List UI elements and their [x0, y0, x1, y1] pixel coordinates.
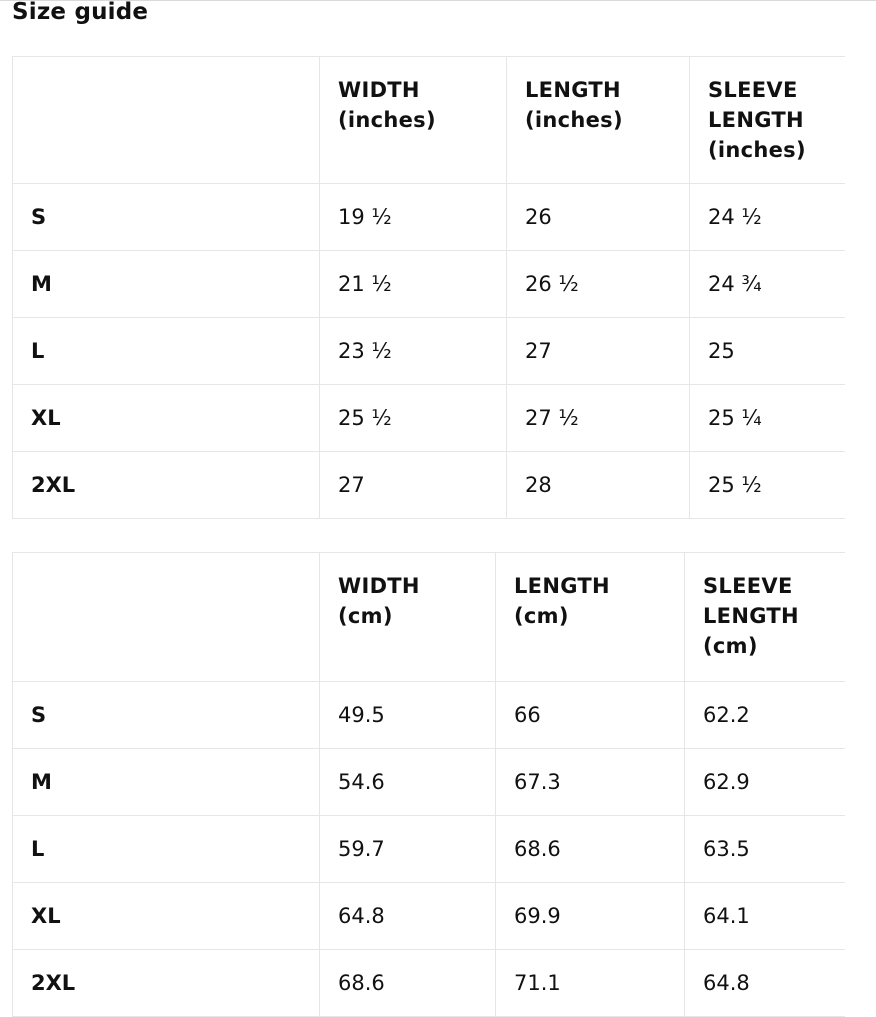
sleeve-length-value: 63.5 [685, 816, 845, 883]
width-value: 68.6 [320, 950, 496, 1017]
header-sleeve-length: SLEEVE LENGTH (inches) [690, 57, 845, 184]
header-size-blank [13, 553, 320, 682]
size-label: XL [13, 883, 320, 950]
width-value: 59.7 [320, 816, 496, 883]
width-value: 23 ½ [320, 318, 507, 385]
page-title: Size guide [12, 0, 149, 25]
size-label: 2XL [13, 950, 320, 1017]
table-row [13, 452, 845, 519]
width-value: 19 ½ [320, 184, 507, 251]
size-label: M [13, 749, 320, 816]
sleeve-length-value: 25 ¼ [690, 385, 845, 452]
width-value: 25 ½ [320, 385, 507, 452]
table-row [13, 251, 845, 318]
table-row [13, 816, 845, 883]
width-value: 21 ½ [320, 251, 507, 318]
size-label: S [13, 184, 320, 251]
width-value: 49.5 [320, 682, 496, 749]
sleeve-length-value: 24 ¾ [690, 251, 845, 318]
table-row [13, 749, 845, 816]
size-label: XL [13, 385, 320, 452]
sleeve-length-value: 62.9 [685, 749, 845, 816]
header-length: LENGTH (cm) [496, 553, 685, 682]
length-value: 67.3 [496, 749, 685, 816]
header-sleeve-length: SLEEVE LENGTH (cm) [685, 553, 845, 682]
table-header-row [13, 553, 845, 682]
table-row [13, 385, 845, 452]
table-header-row [13, 57, 845, 184]
length-value: 27 [507, 318, 690, 385]
length-value: 68.6 [496, 816, 685, 883]
table-row [13, 184, 845, 251]
table-row [13, 883, 845, 950]
sleeve-length-value: 64.1 [685, 883, 845, 950]
width-value: 27 [320, 452, 507, 519]
size-label: L [13, 816, 320, 883]
header-size-blank [13, 57, 320, 184]
length-value: 26 [507, 184, 690, 251]
length-value: 27 ½ [507, 385, 690, 452]
size-label: S [13, 682, 320, 749]
length-value: 69.9 [496, 883, 685, 950]
sleeve-length-value: 62.2 [685, 682, 845, 749]
length-value: 28 [507, 452, 690, 519]
header-width: WIDTH (cm) [320, 553, 496, 682]
length-value: 66 [496, 682, 685, 749]
size-table-cm [12, 552, 845, 1017]
width-value: 64.8 [320, 883, 496, 950]
sleeve-length-value: 25 ½ [690, 452, 845, 519]
table-row [13, 950, 845, 1017]
length-value: 26 ½ [507, 251, 690, 318]
size-label: M [13, 251, 320, 318]
width-value: 54.6 [320, 749, 496, 816]
table-row [13, 318, 845, 385]
table-row [13, 682, 845, 749]
sleeve-length-value: 24 ½ [690, 184, 845, 251]
sleeve-length-value: 64.8 [685, 950, 845, 1017]
length-value: 71.1 [496, 950, 685, 1017]
size-label: L [13, 318, 320, 385]
size-table-inches [12, 56, 845, 519]
header-length: LENGTH (inches) [507, 57, 690, 184]
sleeve-length-value: 25 [690, 318, 845, 385]
size-label: 2XL [13, 452, 320, 519]
header-width: WIDTH (inches) [320, 57, 507, 184]
